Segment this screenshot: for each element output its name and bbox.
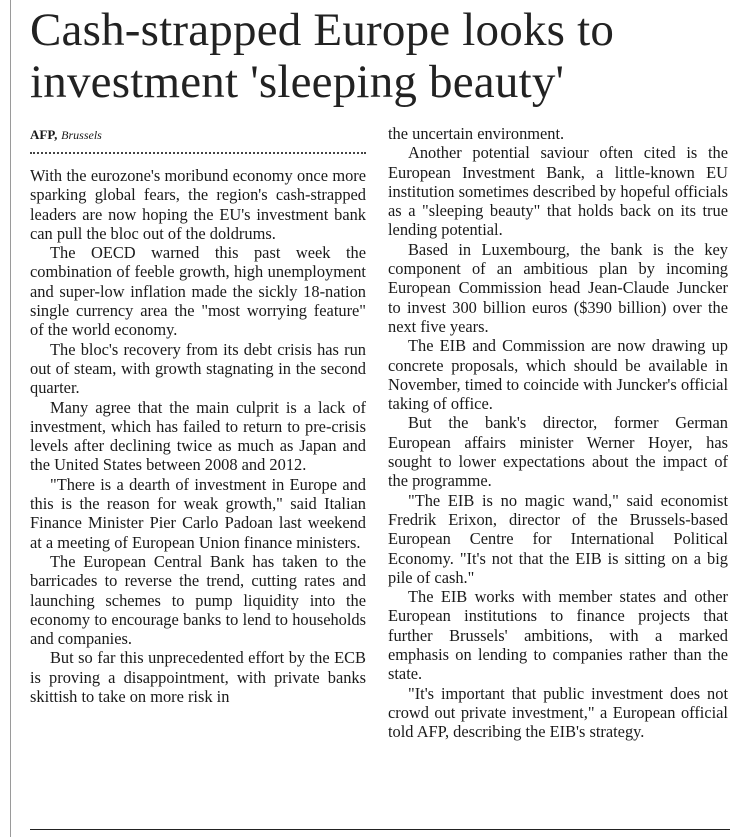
byline [30,127,102,143]
paragraph: With the eurozone's moribund economy once more sparking global fears, the region's cash-strapped leaders are now hoping the EU's investment bank can pull the bloc out of the doldrums. [30,166,366,243]
article-column-2 [388,124,728,742]
paragraph: The EIB works with member states and other European institutions to finance projects that further Brussels' ambitions, with a marked emphasis on lending to companies rather than the state. [388,587,728,684]
paragraph: Many agree that the main culprit is a lack of investment, which has failed to return to pre-crisis levels after declining twice as much as Japan and the United States between 2008 and 2012. [30,397,366,475]
paragraph: Another potential saviour often cited is the European Investment Bank, a little-known EU institution sometimes described by hopeful officials as a "sleeping beauty" that holds back on its true lending potential. [388,143,728,240]
byline-agency: AFP, [30,127,58,142]
paragraph: The EIB and Commission are now drawing up concrete proposals, which should be available in November, timed to coincide with Juncker's official taking of office. [388,336,728,414]
paragraph: But so far this unprecedented effort by the ECB is proving a disappointment, with private banks skittish to take on more risk in [30,648,366,707]
paragraph: The bloc's recovery from its debt crisis has run out of steam, with growth stagnating in the second quarter. [30,339,366,398]
bottom-rule [30,829,730,830]
article-column-1 [30,166,366,706]
paragraph: "It's important that public investment does not crowd out private investment," a European official told AFP, describing the EIB's strategy. [388,683,728,742]
byline-dotted-separator [30,152,366,154]
byline-city: Brussels [61,128,102,142]
paragraph: the uncertain environment. [388,124,565,143]
headline: Cash-strapped Europe looks to investment 'sleeping beauty' [30,4,615,108]
left-column-rule [10,0,11,837]
paragraph: "There is a dearth of investment in Europe and this is the reason for weak growth," said Italian Finance Minister Pier Carlo Padoan last weekend at a meeting of European Union finance ministers. [30,474,366,552]
paragraph: The European Central Bank has taken to the barricades to reverse the trend, cutting rates and launching schemes to pump liquidity into the economy to encourage banks to lend to households and companies. [30,551,366,649]
paragraph: Based in Luxembourg, the bank is the key component of an ambitious plan by incoming European Commission head Jean-Claude Juncker to invest 300 billion euros ($390 billion) over the next five years. [388,239,728,336]
paragraph: The OECD warned this past week the combination of feeble growth, high unemployment and super-low inflation made the sickly 18-nation single currency area the "most worrying feature" of the world economy. [30,243,366,340]
paragraph: "The EIB is no magic wand," said economist Fredrik Erixon, director of the Brussels-based European Centre for International Political Economy. "It's not that the EIB is sitting on a big pile of cash." [388,490,728,587]
paragraph: But the bank's director, former German European affairs minister Werner Hoyer, has sought to lower expectations about the impact of the programme. [388,413,728,491]
